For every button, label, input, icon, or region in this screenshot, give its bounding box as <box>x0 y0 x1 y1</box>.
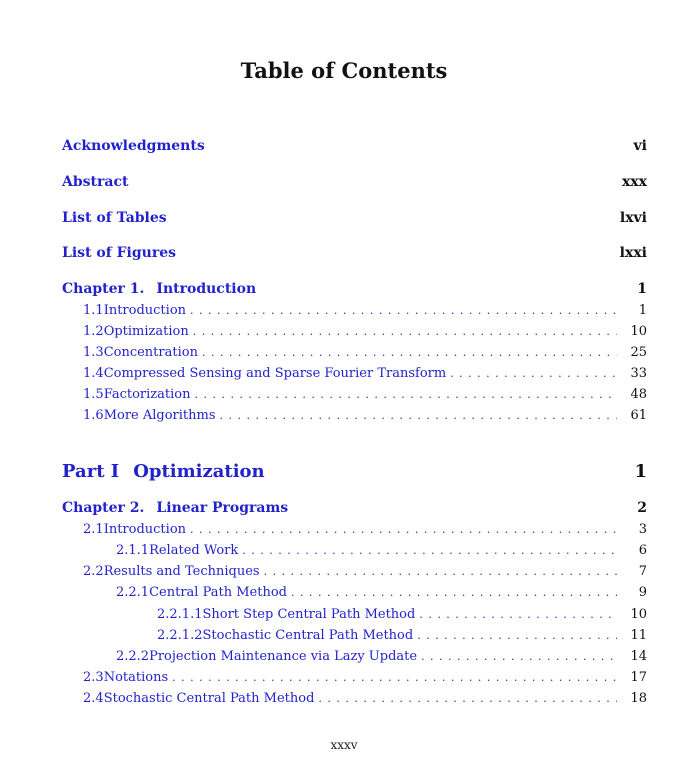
page-number-footer: xxxv <box>330 738 358 752</box>
dot-leader <box>172 671 617 684</box>
dot-leader <box>318 692 617 705</box>
page-title: Table of Contents <box>240 58 448 83</box>
dot-leader <box>202 346 617 359</box>
toc-subsection-2-1-1[interactable] <box>62 543 647 558</box>
dot-leader <box>450 367 617 380</box>
toc-section-1-4[interactable] <box>62 366 647 381</box>
toc-section-1-5[interactable] <box>62 387 647 402</box>
toc-chapter-1[interactable] <box>62 281 647 297</box>
section-page: 33 <box>630 366 647 381</box>
section-title[interactable]: Factorization <box>103 387 191 402</box>
section-page: 18 <box>630 691 647 706</box>
section-number[interactable]: 1.5 <box>83 387 104 402</box>
part-page: 1 <box>634 461 647 482</box>
toc-entry-page: vi <box>633 138 647 154</box>
section-title[interactable]: Introduction <box>103 522 187 537</box>
toc-section-2-2[interactable] <box>62 564 647 579</box>
section-number[interactable]: 2.3 <box>83 670 104 685</box>
section-number[interactable]: 1.4 <box>83 366 104 381</box>
section-title[interactable]: Concentration <box>103 345 198 360</box>
toc-entry-acknowledgments[interactable] <box>62 138 647 154</box>
section-number[interactable]: 2.2 <box>83 564 104 579</box>
toc-part-1[interactable] <box>62 461 647 482</box>
toc-subsection-2-2-2[interactable] <box>62 649 647 664</box>
section-title[interactable]: Central Path Method <box>149 585 287 600</box>
toc-chapter-2[interactable] <box>62 500 647 516</box>
toc-entry-page: lxvi <box>619 210 647 226</box>
section-title[interactable]: Related Work <box>149 543 239 558</box>
dot-leader <box>190 523 617 536</box>
part-number[interactable]: Part I <box>62 461 120 482</box>
section-page: 17 <box>630 670 647 685</box>
dot-leader <box>194 388 617 401</box>
toc-section-1-2[interactable] <box>62 324 647 339</box>
section-number[interactable]: 1.2 <box>83 324 104 339</box>
toc-section-1-6[interactable] <box>62 408 647 423</box>
chapter-title[interactable]: Introduction <box>156 281 257 297</box>
section-title[interactable]: Short Step Central Path Method <box>202 607 416 622</box>
section-title[interactable]: Optimization <box>103 324 189 339</box>
section-page: 10 <box>630 324 647 339</box>
section-number[interactable]: 2.2.2 <box>116 649 150 664</box>
toc-entry-list-of-tables[interactable] <box>62 210 647 226</box>
section-page: 48 <box>630 387 647 402</box>
dot-leader <box>190 304 617 317</box>
toc-section-1-3[interactable] <box>62 345 647 360</box>
chapter-page: 1 <box>637 281 647 297</box>
section-page: 3 <box>638 522 647 537</box>
section-title[interactable]: Results and Techniques <box>103 564 260 579</box>
section-number[interactable]: 2.2.1 <box>116 585 150 600</box>
toc-subsubsection-2-2-1-1[interactable] <box>62 607 647 622</box>
section-title[interactable]: Introduction <box>103 303 187 318</box>
toc-entry-title[interactable]: List of Figures <box>62 245 177 261</box>
section-title[interactable]: Stochastic Central Path Method <box>103 691 315 706</box>
section-page: 61 <box>630 408 647 423</box>
section-number[interactable]: 2.2.1.1 <box>157 607 203 622</box>
toc-entry-abstract[interactable] <box>62 174 647 190</box>
section-page: 7 <box>638 564 647 579</box>
section-page: 6 <box>638 543 647 558</box>
toc-section-2-3[interactable] <box>62 670 647 685</box>
section-number[interactable]: 2.2.1.2 <box>157 628 203 643</box>
section-page: 10 <box>630 607 647 622</box>
toc-section-1-1[interactable] <box>62 303 647 318</box>
toc-entry-title[interactable]: List of Tables <box>62 210 167 226</box>
dot-leader <box>242 544 617 557</box>
section-page: 25 <box>630 345 647 360</box>
dot-leader <box>417 629 617 642</box>
toc-entry-title[interactable]: Abstract <box>62 174 129 190</box>
dot-leader <box>291 586 617 599</box>
dot-leader <box>419 608 617 621</box>
section-title[interactable]: More Algorithms <box>103 408 216 423</box>
dot-leader <box>220 409 617 422</box>
toc-subsubsection-2-2-1-2[interactable] <box>62 628 647 643</box>
toc-section-2-1[interactable] <box>62 522 647 537</box>
section-number[interactable]: 1.6 <box>83 408 104 423</box>
dot-leader <box>264 565 617 578</box>
section-number[interactable]: 2.1 <box>83 522 104 537</box>
section-number[interactable]: 2.1.1 <box>116 543 150 558</box>
dot-leader <box>421 650 617 663</box>
toc-entry-page: xxx <box>621 174 647 190</box>
section-title[interactable]: Projection Maintenance via Lazy Update <box>149 649 418 664</box>
section-title[interactable]: Notations <box>103 670 169 685</box>
section-number[interactable]: 2.4 <box>83 691 104 706</box>
toc-entry-page: lxxi <box>619 245 647 261</box>
toc-entry-title[interactable]: Acknowledgments <box>62 138 205 154</box>
section-page: 9 <box>638 585 647 600</box>
section-title[interactable]: Compressed Sensing and Sparse Fourier Transform <box>103 366 447 381</box>
toc-section-2-4[interactable] <box>62 691 647 706</box>
toc-subsection-2-2-1[interactable] <box>62 585 647 600</box>
section-page: 14 <box>630 649 647 664</box>
chapter-page: 2 <box>637 500 647 516</box>
chapter-title[interactable]: Linear Programs <box>156 500 289 516</box>
part-title[interactable]: Optimization <box>133 461 265 482</box>
dot-leader <box>193 325 617 338</box>
chapter-number[interactable]: Chapter 2. <box>62 500 145 516</box>
section-page: 11 <box>630 628 647 643</box>
section-title[interactable]: Stochastic Central Path Method <box>202 628 414 643</box>
section-number[interactable]: 1.1 <box>83 303 104 318</box>
section-page: 1 <box>638 303 647 318</box>
toc-entry-list-of-figures[interactable] <box>62 245 647 261</box>
section-number[interactable]: 1.3 <box>83 345 104 360</box>
chapter-number[interactable]: Chapter 1. <box>62 281 145 297</box>
